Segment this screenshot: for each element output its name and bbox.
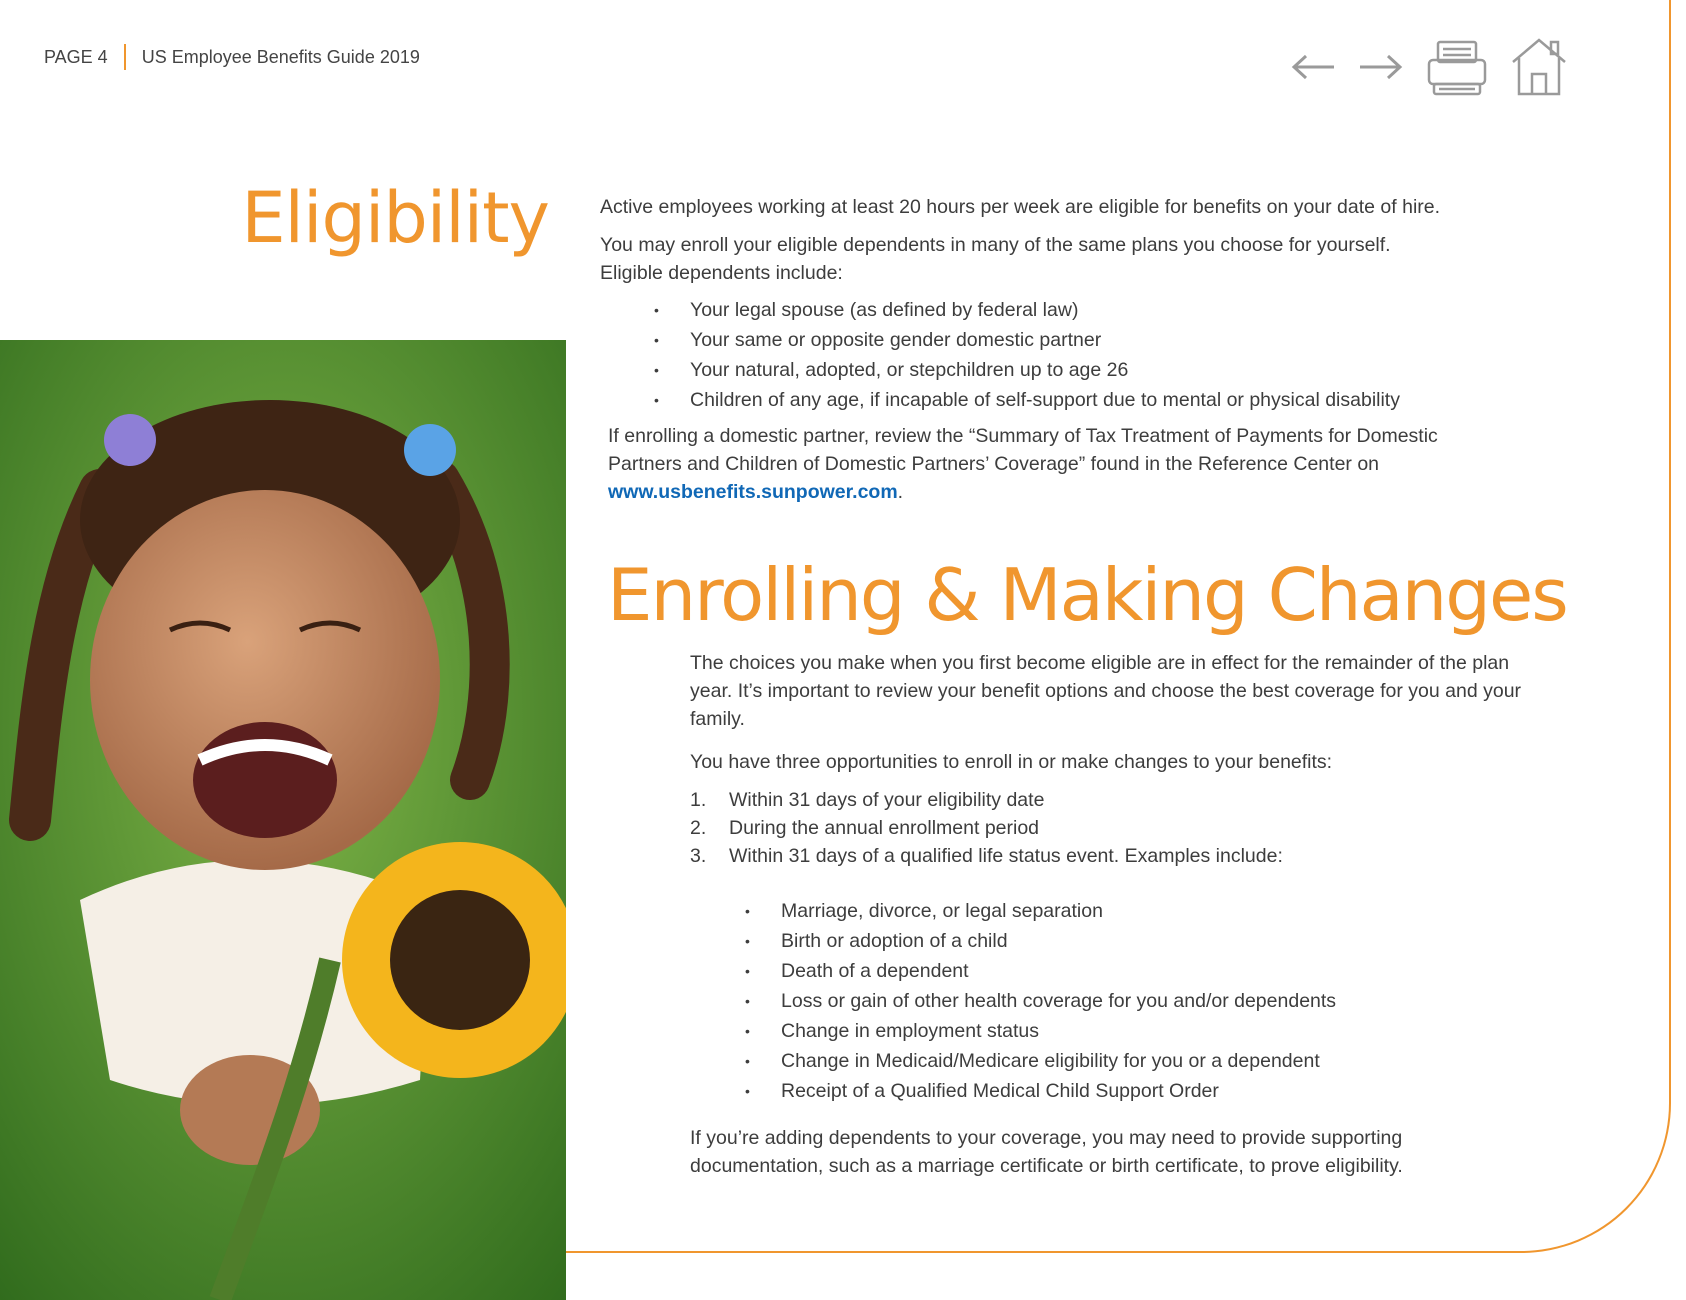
list-text: During the annual enrollment period — [729, 817, 1040, 839]
list-text: Within 31 days of a qualified life status event. Examples include: — [729, 845, 1283, 867]
page-header — [44, 44, 420, 70]
life-events-list — [741, 896, 1336, 1106]
list-item: • Children of any age, if incapable of self-support due to mental or physical disability — [650, 385, 1400, 415]
list-item: • Change in Medicaid/Medicare eligibility for you or a dependent — [741, 1046, 1336, 1076]
eligibility-intro: Active employees working at least 20 hours per week are eligible for benefits on your date of hire. — [600, 196, 1441, 218]
list-item: • Loss or gain of other health coverage for you and/or dependents — [741, 986, 1336, 1016]
list-number: 2. — [690, 817, 707, 839]
dependents-intro: You may enroll your eligible dependents in many of the same plans you choose for yourself. — [600, 234, 1391, 256]
girl-with-sunflower-photo — [0, 340, 566, 1300]
benefits-website-link[interactable]: www.usbenefits.sunpower.com — [608, 481, 898, 503]
list-item — [690, 786, 1283, 814]
opportunities-intro: You have three opportunities to enroll in or make changes to your benefits: — [690, 751, 1333, 773]
opportunities-list — [690, 786, 1283, 870]
list-item: • Birth or adoption of a child — [741, 926, 1336, 956]
list-item: • Your same or opposite gender domestic partner — [650, 325, 1400, 355]
page-number: PAGE 4 — [44, 46, 108, 67]
list-item: • Change in employment status — [741, 1016, 1336, 1046]
list-number: 3. — [690, 845, 707, 867]
list-item — [690, 814, 1283, 842]
dependents-intro-cont: Eligible dependents include: — [600, 262, 843, 284]
list-item: • Receipt of a Qualified Medical Child Support Order — [741, 1076, 1336, 1106]
enrolling-intro: The choices you make when you first become eligible are in effect for the remainder of the plan year. It’s important to review your benefit options and choose the best coverage for you and your family. — [690, 652, 1522, 730]
eligibility-heading: Eligibility — [241, 177, 549, 259]
domestic-partner-note — [608, 422, 1438, 506]
list-text: Within 31 days of your eligibility date — [729, 789, 1045, 811]
list-item: • Your natural, adopted, or stepchildren up to age 26 — [650, 355, 1400, 385]
list-item: • Marriage, divorce, or legal separation — [741, 896, 1336, 926]
supporting-docs-note: If you’re adding dependents to your coverage, you may need to provide supporting documentation, such as a marriage certificate or birth certificate, to prove eligibility. — [690, 1127, 1403, 1177]
link-period: . — [897, 481, 904, 503]
document-title: US Employee Benefits Guide 2019 — [141, 46, 420, 67]
domestic-partner-note-text: If enrolling a domestic partner, review the “Summary of Tax Treatment of Payments for Domestic Partners and Children of Domestic Partners’ Coverage” found in the Reference Center on — [608, 425, 1438, 475]
header-divider — [124, 44, 126, 70]
enrolling-heading: Enrolling & Making Changes — [607, 553, 1567, 637]
list-item — [690, 842, 1283, 870]
list-item: • Your legal spouse (as defined by federal law) — [650, 295, 1400, 325]
list-item: • Death of a dependent — [741, 956, 1336, 986]
dependents-list — [650, 295, 1400, 415]
list-number: 1. — [690, 789, 707, 811]
